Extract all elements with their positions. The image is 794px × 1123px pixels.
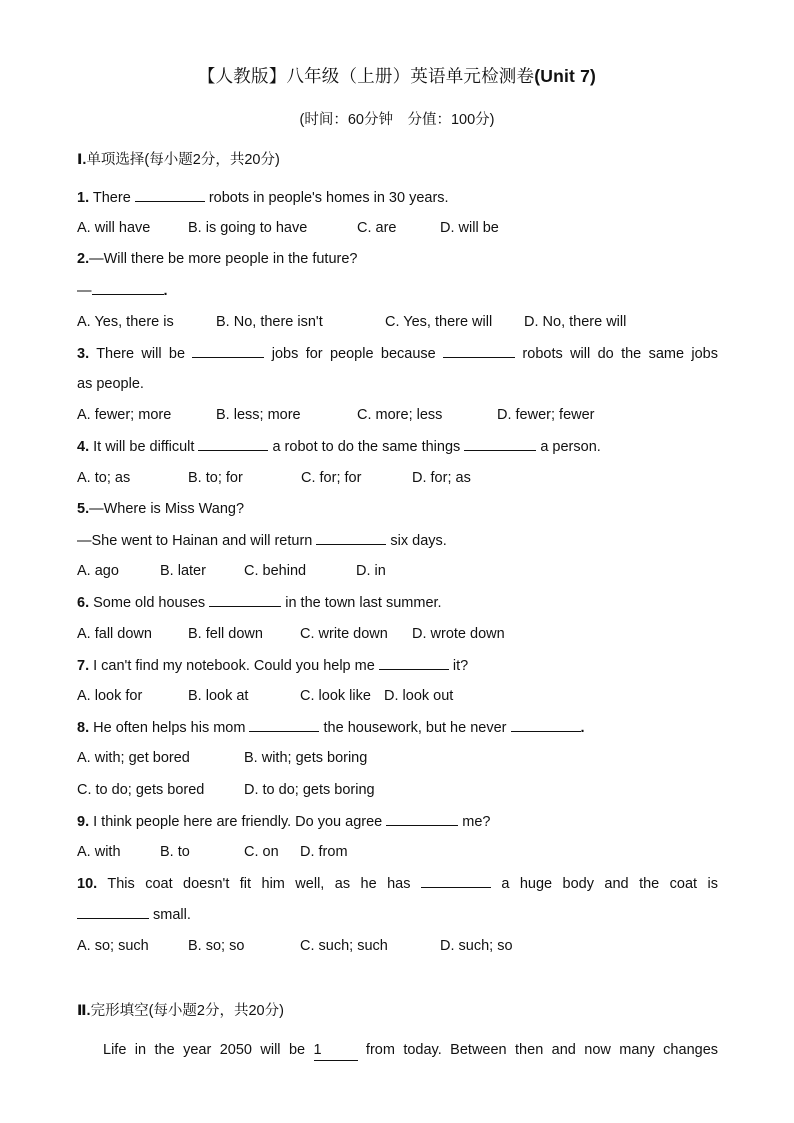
option-a[interactable]: A. with (77, 844, 121, 860)
option-d[interactable]: D. will be (440, 220, 499, 236)
question-text: It will be difficult (93, 439, 199, 455)
period: . (163, 283, 168, 299)
answer-blank[interactable] (135, 187, 205, 202)
option-a[interactable]: A. look for (77, 688, 143, 704)
passage-text: from today. Between then and now many changes (357, 1042, 719, 1058)
question-7 (77, 655, 468, 676)
question-text: jobs for people because (264, 346, 444, 362)
question-text: —Will there be more people in the future? (89, 251, 358, 267)
option-c[interactable]: C. look like (300, 688, 371, 704)
option-c[interactable]: C. behind (244, 563, 307, 579)
question-number: 2. (77, 251, 90, 267)
title-unit: (Unit 7) (534, 66, 597, 86)
question-number: 8. (77, 720, 90, 736)
question-number: 10. (77, 876, 98, 892)
option-c[interactable]: C. such; such (300, 938, 388, 954)
question-number: 1. (77, 190, 90, 206)
option-d[interactable]: D. such; so (440, 938, 513, 954)
option-c[interactable]: C. write down (300, 626, 388, 642)
answer-blank[interactable] (511, 717, 581, 732)
question-7-options (77, 686, 718, 706)
question-number: 5. (77, 501, 90, 517)
option-b[interactable]: B. No, there isn't (216, 314, 323, 330)
title-main: 【人教版】八年级（上册）英语单元检测卷 (197, 66, 535, 86)
option-b[interactable]: B. to; for (188, 470, 243, 486)
question-8-options-row-2 (77, 780, 718, 800)
period: . (580, 720, 585, 736)
question-10-options (77, 936, 718, 956)
answer-blank[interactable] (209, 592, 281, 607)
section-2-numeral: Ⅱ. (77, 1003, 91, 1019)
option-b[interactable]: B. look at (188, 688, 249, 704)
option-d[interactable]: D. fewer; fewer (497, 407, 595, 423)
option-d[interactable]: D. from (300, 844, 348, 860)
question-3-options (77, 405, 718, 425)
answer-blank[interactable] (198, 436, 268, 451)
question-5-options (77, 561, 718, 581)
answer-blank[interactable] (249, 717, 319, 732)
answer-blank[interactable] (464, 436, 536, 451)
question-text: small. (149, 907, 191, 923)
option-c[interactable]: C. are (357, 220, 397, 236)
question-3 (77, 343, 718, 364)
section-1-numeral: Ⅰ. (77, 152, 87, 168)
question-5-line-2 (77, 530, 447, 551)
question-4-options (77, 468, 718, 488)
question-number: 3. (77, 346, 90, 362)
cloze-blank-1[interactable]: 1 (314, 1040, 358, 1061)
question-2-answer-line (77, 280, 168, 301)
option-d[interactable]: D. No, there will (524, 314, 627, 330)
answer-blank[interactable] (421, 873, 491, 888)
answer-blank[interactable] (379, 655, 449, 670)
question-text: six days. (386, 533, 447, 549)
option-a[interactable]: A. so; such (77, 938, 149, 954)
option-d[interactable]: D. look out (384, 688, 454, 704)
question-number: 6. (77, 595, 90, 611)
question-9 (77, 811, 491, 832)
question-text: it? (448, 658, 469, 674)
option-d[interactable]: D. to do; gets boring (244, 782, 375, 798)
question-8 (77, 717, 585, 738)
question-9-options (77, 842, 718, 862)
option-a[interactable]: A. fewer; more (77, 407, 172, 423)
question-6 (77, 592, 442, 613)
question-number: 4. (77, 439, 90, 455)
question-text: —Where is Miss Wang? (89, 501, 245, 517)
option-a[interactable]: A. Yes, there is (77, 314, 174, 330)
option-d[interactable]: D. wrote down (412, 626, 505, 642)
question-text: robots in people's homes in 30 years. (204, 190, 449, 206)
dash: — (77, 283, 92, 299)
question-text: —She went to Hainan and will return (77, 533, 317, 549)
question-text: This coat doesn't fit him well, as he has (107, 876, 421, 892)
question-10-continued (77, 904, 191, 925)
answer-blank[interactable] (316, 530, 386, 545)
option-c[interactable]: C. to do; gets bored (77, 782, 205, 798)
exam-title (0, 63, 794, 88)
option-c[interactable]: C. Yes, there will (385, 314, 493, 330)
option-d[interactable]: D. for; as (412, 470, 471, 486)
exam-subtitle: (时间：60分钟 分值：100分) (299, 112, 495, 128)
answer-blank[interactable] (192, 343, 264, 358)
question-text: a huge body and the coat is (490, 876, 718, 892)
question-text: a person. (536, 439, 601, 455)
section-1-title: 单项选择(每小题2分，共20分) (86, 152, 280, 168)
option-c[interactable]: C. for; for (301, 470, 362, 486)
question-1-options (77, 218, 718, 238)
question-text: in the town last summer. (281, 595, 442, 611)
option-b[interactable]: B. to (160, 844, 190, 860)
option-b[interactable]: B. with; gets boring (244, 750, 368, 766)
question-5 (77, 499, 244, 519)
question-8-options-row-1 (77, 748, 718, 768)
question-text: Some old houses (93, 595, 210, 611)
question-text: I think people here are friendly. Do you agree (93, 814, 387, 830)
option-a[interactable]: A. with; get bored (77, 750, 190, 766)
option-a[interactable]: A. will have (77, 220, 151, 236)
question-text: a robot to do the same things (268, 439, 465, 455)
option-b[interactable]: B. fell down (188, 626, 263, 642)
option-a[interactable]: A. ago (77, 563, 119, 579)
option-c[interactable]: C. on (244, 844, 279, 860)
question-text: He often helps his mom (93, 720, 250, 736)
answer-blank[interactable] (443, 343, 515, 358)
section-2-heading (77, 1001, 284, 1021)
question-number: 7. (77, 658, 90, 674)
option-a[interactable]: A. to; as (77, 470, 131, 486)
question-text: There (92, 190, 135, 206)
question-2-options (77, 312, 718, 332)
question-number: 9. (77, 814, 90, 830)
option-c[interactable]: C. more; less (357, 407, 443, 423)
cloze-passage (103, 1040, 718, 1061)
question-6-options (77, 624, 718, 644)
option-b[interactable]: B. less; more (216, 407, 301, 423)
question-10 (77, 873, 718, 894)
answer-blank[interactable] (92, 280, 164, 295)
option-b[interactable]: B. later (160, 563, 206, 579)
question-3-continued: as people. (77, 376, 144, 392)
answer-blank[interactable] (386, 811, 458, 826)
option-a[interactable]: A. fall down (77, 626, 152, 642)
question-text: There will be (96, 346, 193, 362)
question-1 (77, 187, 449, 208)
question-4 (77, 436, 601, 457)
option-d[interactable]: D. in (356, 563, 386, 579)
question-text: I can't find my notebook. Could you help me (93, 658, 379, 674)
section-1-heading (77, 150, 280, 170)
answer-blank[interactable] (77, 904, 149, 919)
option-b[interactable]: B. is going to have (188, 220, 308, 236)
question-text: the housework, but he never (319, 720, 511, 736)
passage-text: Life in the year 2050 will be (103, 1042, 314, 1058)
option-b[interactable]: B. so; so (188, 938, 245, 954)
question-text: me? (458, 814, 491, 830)
question-2 (77, 249, 358, 269)
section-2-title: 完形填空(每小题2分，共20分) (90, 1003, 284, 1019)
question-text: robots will do the same jobs (515, 346, 718, 362)
